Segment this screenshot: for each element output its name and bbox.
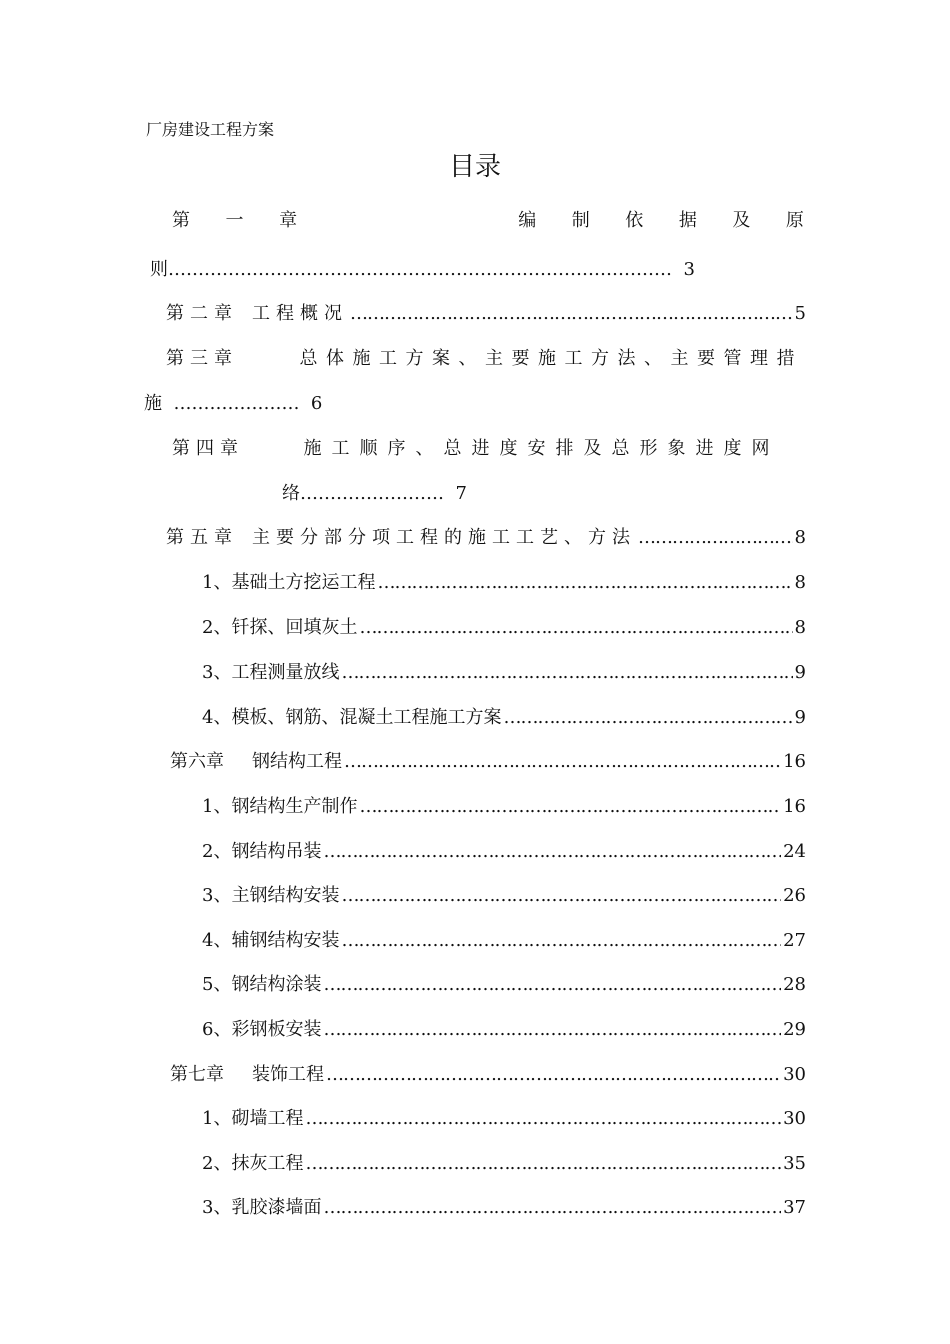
- toc-subentry[interactable]: [202, 926, 806, 952]
- toc-entry-ch4-cont: [282, 479, 467, 505]
- subentry-title: 2、抹灰工程: [202, 1153, 304, 1174]
- page-number: 30: [783, 1064, 806, 1085]
- page-number: 29: [783, 1019, 806, 1040]
- chapter-label: 第五章: [166, 527, 238, 548]
- toc-subentry[interactable]: [202, 568, 806, 594]
- ch1-char: 第: [172, 210, 190, 231]
- page-number: 16: [783, 751, 806, 772]
- toc-entry-ch2[interactable]: [166, 299, 806, 325]
- chapter-label: 第二章: [166, 303, 238, 324]
- subentry-title: 4、辅钢结构安装: [202, 930, 340, 951]
- toc-subentry[interactable]: [202, 1015, 806, 1041]
- page-number: 24: [783, 841, 806, 862]
- subentry-title: 6、彩钢板安装: [202, 1019, 322, 1040]
- leader-dots: …………………: [173, 393, 300, 414]
- toc-entry-ch1-cont: [150, 255, 695, 281]
- chapter-label: 第三章: [166, 348, 238, 369]
- toc-subentry[interactable]: [202, 703, 806, 729]
- subentry-title: 3、主钢结构安装: [202, 885, 340, 906]
- page-number: 28: [783, 974, 806, 995]
- subentry-title: 5、钢结构涂装: [202, 974, 322, 995]
- ch1-char: 据: [678, 210, 697, 231]
- page-number: 8: [794, 617, 806, 638]
- subentry-title: 1、基础土方挖运工程: [202, 572, 376, 593]
- chapter-title: 钢结构工程: [252, 751, 342, 772]
- toc-subentry[interactable]: [202, 1104, 806, 1130]
- toc-subentry[interactable]: [202, 1193, 806, 1219]
- page-number: 8: [794, 572, 806, 593]
- chapter-title: 装饰工程: [252, 1064, 324, 1085]
- subentry-title: 1、砌墙工程: [202, 1108, 304, 1129]
- toc-entry-ch3-cont: [144, 389, 322, 415]
- leader-dots: [305, 1108, 781, 1129]
- ch1-char: 及: [732, 210, 751, 231]
- page-number: 26: [783, 885, 806, 906]
- subentry-title: 4、模板、钢筋、混凝土工程施工方案: [202, 707, 502, 728]
- chapter-title: 工程概况: [252, 303, 348, 324]
- toc-subentry[interactable]: [202, 792, 806, 818]
- leader-dots: …………………………………………………………………………: [168, 259, 672, 280]
- page-number: 7: [455, 483, 467, 504]
- chapter-label: 第四章: [172, 438, 244, 459]
- toc-entry-ch4[interactable]: [172, 434, 806, 460]
- page-number: 37: [783, 1197, 806, 1218]
- leader-dots: [323, 1019, 781, 1040]
- leader-dots: [350, 303, 793, 324]
- leader-dots: [359, 617, 792, 638]
- toc-title: 目录: [448, 152, 501, 182]
- toc-subentry[interactable]: [202, 613, 806, 639]
- leader-dots: [344, 751, 781, 772]
- ch1-char: 原: [785, 210, 804, 231]
- ch1-char: 编: [518, 210, 537, 231]
- subentry-title: 2、钎探、回填灰土: [202, 617, 358, 638]
- ch1-char: 依: [625, 210, 644, 231]
- page-number: 27: [783, 930, 806, 951]
- toc-entry-ch1[interactable]: [172, 206, 804, 232]
- subentry-title: 1、钢结构生产制作: [202, 796, 358, 817]
- ch1-char: 章: [279, 210, 298, 231]
- toc-entry-ch6[interactable]: [170, 747, 806, 773]
- page-number: 3: [683, 259, 695, 280]
- ch1-char: 制: [571, 210, 590, 231]
- ch1-char: 一: [225, 210, 244, 231]
- leader-dots: [323, 841, 781, 862]
- chapter-title: 主要分部分项工程的施工工艺、方法: [252, 527, 636, 548]
- leader-dots: [638, 527, 793, 548]
- leader-dots: [341, 662, 792, 683]
- leader-dots: ……………………: [300, 483, 444, 504]
- document-title: 厂房建设工程方案: [146, 120, 275, 139]
- leader-dots: [341, 885, 781, 906]
- toc-subentry[interactable]: [202, 658, 806, 684]
- page-number: 9: [794, 707, 806, 728]
- ch1-cont-text: 则: [150, 259, 168, 280]
- leader-dots: [377, 572, 792, 593]
- page-number: 6: [310, 393, 323, 414]
- leader-dots: [323, 974, 781, 995]
- chapter-label: 第六章: [170, 751, 224, 772]
- chapter-title: 施工顺序、总进度安排及总形象进度网: [303, 438, 780, 459]
- ch4-cont-text: 络: [282, 483, 300, 504]
- subentry-title: 2、钢结构吊装: [202, 841, 322, 862]
- leader-dots: [305, 1153, 781, 1174]
- subentry-title: 3、乳胶漆墙面: [202, 1197, 322, 1218]
- chapter-title: 总体施工方案、主要施工方法、主要管理措: [299, 348, 803, 369]
- page-number: 16: [783, 796, 806, 817]
- leader-dots: [341, 930, 781, 951]
- leader-dots: [503, 707, 792, 728]
- toc-entry-ch3[interactable]: [166, 344, 806, 370]
- leader-dots: [359, 796, 781, 817]
- toc-entry-ch7[interactable]: [170, 1060, 806, 1086]
- leader-dots: [326, 1064, 781, 1085]
- leader-dots: [323, 1197, 781, 1218]
- toc-subentry[interactable]: [202, 837, 806, 863]
- toc-subentry[interactable]: [202, 1149, 806, 1175]
- ch3-cont-text: 施: [144, 393, 162, 414]
- toc-subentry[interactable]: [202, 970, 806, 996]
- page-number: 8: [794, 527, 806, 548]
- page-number: 5: [794, 303, 806, 324]
- toc-entry-ch5[interactable]: [166, 523, 806, 549]
- chapter-label: 第七章: [170, 1064, 224, 1085]
- toc-subentry[interactable]: [202, 881, 806, 907]
- page-number: 30: [783, 1108, 806, 1129]
- subentry-title: 3、工程测量放线: [202, 662, 340, 683]
- page-number: 9: [794, 662, 806, 683]
- page-number: 35: [783, 1153, 806, 1174]
